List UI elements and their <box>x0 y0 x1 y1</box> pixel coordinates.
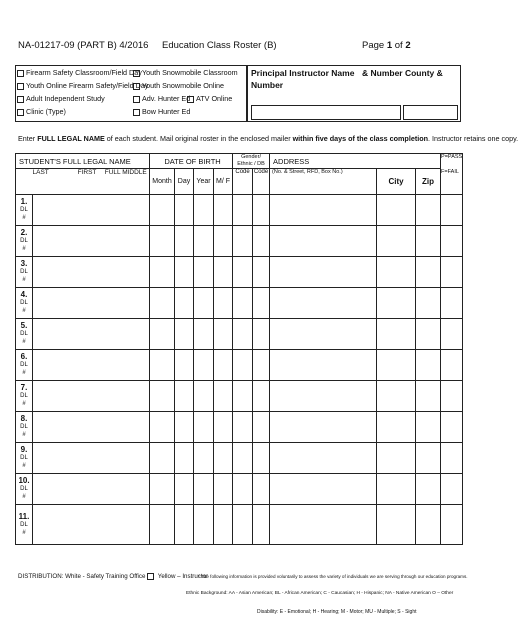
middle-name-cell[interactable] <box>103 257 150 288</box>
street-cell[interactable] <box>270 319 377 350</box>
first-name-cell[interactable] <box>72 381 103 412</box>
gender-cell[interactable] <box>214 412 233 443</box>
db-code-cell[interactable] <box>253 257 270 288</box>
first-name-cell[interactable] <box>72 350 103 381</box>
zip-cell[interactable] <box>416 474 441 505</box>
checkbox-square-icon <box>133 70 140 77</box>
zip-cell[interactable] <box>416 195 441 226</box>
table-row <box>16 257 463 288</box>
last-name-cell[interactable] <box>33 381 72 412</box>
subheader-zip: Zip <box>416 169 441 195</box>
pass-fail-cell[interactable] <box>441 319 463 350</box>
row-label <box>16 288 33 319</box>
dl-label: DL # <box>20 455 28 469</box>
checkbox-square-icon <box>187 96 194 103</box>
checkbox-square-icon <box>133 96 140 103</box>
row-number: 4. <box>20 290 28 299</box>
last-name-cell[interactable] <box>33 288 72 319</box>
header-gender-ethnic: Gender/ Ethnic / DB <box>233 154 270 169</box>
checkbox-square-icon <box>17 96 24 103</box>
ethnic-code-cell[interactable] <box>233 350 253 381</box>
street-cell[interactable] <box>270 381 377 412</box>
distribution-line: DISTRIBUTION: White - Safety Training Office Yellow – Instructor <box>18 573 209 581</box>
city-cell[interactable] <box>377 474 416 505</box>
year-cell[interactable] <box>194 381 214 412</box>
zip-cell[interactable] <box>416 443 441 474</box>
gender-cell[interactable] <box>214 381 233 412</box>
dl-label: DL # <box>20 331 28 345</box>
pass-fail-cell[interactable] <box>441 288 463 319</box>
pass-fail-cell[interactable] <box>441 474 463 505</box>
last-name-cell[interactable] <box>33 412 72 443</box>
subheader-middle: FULL MIDDLE <box>103 169 150 195</box>
first-name-cell[interactable] <box>72 257 103 288</box>
dl-label: DL # <box>20 486 28 500</box>
middle-name-cell[interactable] <box>103 443 150 474</box>
month-cell[interactable] <box>150 319 175 350</box>
street-cell[interactable] <box>270 443 377 474</box>
db-code-cell[interactable] <box>253 474 270 505</box>
subheader-year: Year <box>194 169 214 195</box>
row-number: 5. <box>20 321 28 330</box>
checkbox-square-icon <box>147 573 154 580</box>
table-row <box>16 505 463 545</box>
checkbox-firearm-classroom[interactable]: Firearm Safety Classroom/Field Day <box>17 66 142 79</box>
city-cell[interactable] <box>377 412 416 443</box>
row-number: 7. <box>20 383 28 392</box>
row-number: 8. <box>20 414 28 423</box>
year-cell[interactable] <box>194 195 214 226</box>
ethnic-code-cell[interactable] <box>233 195 253 226</box>
row-number: 6. <box>20 352 28 361</box>
dl-label: DL # <box>20 424 28 438</box>
subheader-day: Day <box>175 169 194 195</box>
last-name-cell[interactable] <box>33 257 72 288</box>
row-label <box>16 195 33 226</box>
zip-cell[interactable] <box>416 412 441 443</box>
db-code-cell[interactable] <box>253 319 270 350</box>
db-code-cell[interactable] <box>253 226 270 257</box>
city-cell[interactable] <box>377 350 416 381</box>
checkbox-square-icon <box>133 83 140 90</box>
day-cell[interactable] <box>175 381 194 412</box>
checkbox-square-icon <box>17 83 24 90</box>
page-indicator <box>362 40 411 51</box>
row-number: 11. <box>18 511 30 521</box>
db-code-cell[interactable] <box>253 195 270 226</box>
fail-label: F=FAIL <box>441 169 459 175</box>
row-number: 10. <box>18 476 30 485</box>
city-cell[interactable] <box>377 195 416 226</box>
middle-name-cell[interactable] <box>103 474 150 505</box>
roster-table <box>15 153 463 545</box>
day-cell[interactable] <box>175 412 194 443</box>
gender-cell[interactable] <box>214 319 233 350</box>
voluntary-note: * The following information is provided voluntarily to assess the variety of individuals we are serving through our education programs. <box>198 574 468 579</box>
table-row <box>16 412 463 443</box>
last-name-cell[interactable] <box>33 350 72 381</box>
gender-cell[interactable] <box>214 350 233 381</box>
instructions: Enter FULL LEGAL NAME of each student. Mail original roster in the enclosed mailer within five days of the class completion. Instructor retains one copy. <box>18 134 518 143</box>
row-label <box>16 319 33 350</box>
instructor-name-label: Principal Instructor Name <box>251 68 355 78</box>
middle-name-cell[interactable] <box>103 505 150 545</box>
gender-cell[interactable] <box>214 474 233 505</box>
day-cell[interactable] <box>175 443 194 474</box>
middle-name-cell[interactable] <box>103 288 150 319</box>
ethnic-code-cell[interactable] <box>233 226 253 257</box>
table-row <box>16 474 463 505</box>
street-cell[interactable] <box>270 350 377 381</box>
month-cell[interactable] <box>150 443 175 474</box>
subheader-first: FIRST <box>72 169 103 195</box>
row-label <box>16 226 33 257</box>
table-row <box>16 226 463 257</box>
city-cell[interactable] <box>377 319 416 350</box>
month-cell[interactable] <box>150 195 175 226</box>
instructor-number-label: & Number County & <box>362 68 443 78</box>
dl-label: DL # <box>20 362 28 376</box>
page-of: of <box>392 40 406 51</box>
ethnic-code-cell[interactable] <box>233 412 253 443</box>
pass-fail-cell[interactable] <box>441 350 463 381</box>
city-cell[interactable] <box>377 257 416 288</box>
year-cell[interactable] <box>194 474 214 505</box>
pass-fail-cell[interactable] <box>441 412 463 443</box>
month-cell[interactable] <box>150 412 175 443</box>
day-cell[interactable] <box>175 350 194 381</box>
db-code-cell[interactable] <box>253 443 270 474</box>
gender-cell[interactable] <box>214 257 233 288</box>
zip-cell[interactable] <box>416 350 441 381</box>
pass-fail-cell[interactable] <box>441 257 463 288</box>
table-row <box>16 319 463 350</box>
month-cell[interactable] <box>150 381 175 412</box>
gender-cell[interactable] <box>214 443 233 474</box>
first-name-cell[interactable] <box>72 412 103 443</box>
roster-body <box>16 195 463 545</box>
header-student-name: STUDENT'S FULL LEGAL NAME <box>16 154 150 169</box>
pass-fail-cell[interactable] <box>441 381 463 412</box>
year-cell[interactable] <box>194 226 214 257</box>
ethnic-code-cell[interactable] <box>233 443 253 474</box>
year-cell[interactable] <box>194 505 214 545</box>
row-label <box>16 412 33 443</box>
dl-label: DL # <box>20 269 28 283</box>
table-row <box>16 381 463 412</box>
last-name-cell[interactable] <box>33 443 72 474</box>
middle-name-cell[interactable] <box>103 381 150 412</box>
pass-label: P=PASS <box>441 154 463 160</box>
middle-name-cell[interactable] <box>103 350 150 381</box>
row-label <box>16 474 33 505</box>
db-code-cell[interactable] <box>253 350 270 381</box>
row-label <box>16 350 33 381</box>
instructor-county-field[interactable] <box>403 105 458 120</box>
db-code-cell[interactable] <box>253 505 270 545</box>
gender-cell[interactable] <box>214 505 233 545</box>
checkbox-square-icon <box>17 109 24 116</box>
first-name-cell[interactable] <box>72 319 103 350</box>
table-row <box>16 443 463 474</box>
middle-name-cell[interactable] <box>103 195 150 226</box>
ethnic-code-cell[interactable] <box>233 474 253 505</box>
street-cell[interactable] <box>270 257 377 288</box>
dl-label: DL # <box>20 207 28 221</box>
row-number: 2. <box>20 228 28 237</box>
row-label <box>16 381 33 412</box>
checkbox-youth-online-firearm[interactable]: Youth Online Firearm Safety/Field Day <box>17 79 148 92</box>
middle-name-cell[interactable] <box>103 412 150 443</box>
subheader-last: LAST <box>33 169 72 195</box>
first-name-cell[interactable] <box>72 474 103 505</box>
zip-cell[interactable] <box>416 319 441 350</box>
table-row <box>16 288 463 319</box>
month-cell[interactable] <box>150 226 175 257</box>
middle-name-cell[interactable] <box>103 226 150 257</box>
day-cell[interactable] <box>175 288 194 319</box>
first-name-cell[interactable] <box>72 288 103 319</box>
form-title: Education Class Roster (B) <box>162 40 277 51</box>
zip-cell[interactable] <box>416 381 441 412</box>
year-cell[interactable] <box>194 257 214 288</box>
first-name-cell[interactable] <box>72 505 103 545</box>
row-label <box>16 257 33 288</box>
gender-cell[interactable] <box>214 226 233 257</box>
ethnic-code-cell[interactable] <box>233 505 253 545</box>
checkbox-bow-hunter-ed[interactable]: Bow Hunter Ed <box>133 105 190 118</box>
middle-name-cell[interactable] <box>103 319 150 350</box>
subheader-street: (No. & Street, RFD, Box No.) <box>270 169 377 195</box>
street-cell[interactable] <box>270 412 377 443</box>
page-total: 2 <box>405 40 411 51</box>
db-code-cell[interactable] <box>253 412 270 443</box>
instructor-name-field[interactable] <box>251 105 401 120</box>
zip-cell[interactable] <box>416 257 441 288</box>
month-cell[interactable] <box>150 474 175 505</box>
disability-legend: Disability: E - Emotional; H - Hearing; M - Motor; MU - Multiple; S - Sight <box>257 609 417 615</box>
month-cell[interactable] <box>150 350 175 381</box>
pass-fail-cell[interactable] <box>441 505 463 545</box>
last-name-cell[interactable] <box>33 226 72 257</box>
row-label <box>16 443 33 474</box>
db-code-cell[interactable] <box>253 381 270 412</box>
month-cell[interactable] <box>150 288 175 319</box>
month-cell[interactable] <box>150 505 175 545</box>
page-prefix: Page <box>362 40 387 51</box>
city-cell[interactable] <box>377 226 416 257</box>
ethnic-code-cell[interactable] <box>233 257 253 288</box>
first-name-cell[interactable] <box>72 226 103 257</box>
dl-label: DL # <box>20 238 28 252</box>
checkbox-adult-independent[interactable]: Adult Independent Study <box>17 92 105 105</box>
dl-label: DL # <box>20 300 28 314</box>
instructor-number-label-2: Number <box>251 80 284 90</box>
street-cell[interactable] <box>270 195 377 226</box>
city-cell[interactable] <box>377 443 416 474</box>
zip-cell[interactable] <box>416 505 441 545</box>
first-name-cell[interactable] <box>72 195 103 226</box>
ethnic-code-cell[interactable] <box>233 319 253 350</box>
city-cell[interactable] <box>377 288 416 319</box>
year-cell[interactable] <box>194 412 214 443</box>
checkbox-square-icon <box>17 70 24 77</box>
checkbox-youth-snowmobile-online[interactable]: Youth Snowmobile Online <box>133 79 224 92</box>
form-id: NA-01217-09 (PART B) 4/2016 <box>18 40 149 51</box>
last-name-cell[interactable] <box>33 474 72 505</box>
subheader-code-db: Code <box>253 169 270 195</box>
day-cell[interactable] <box>175 474 194 505</box>
header-address: ADDRESS <box>270 154 441 169</box>
header-pass-fail <box>441 154 463 195</box>
first-name-cell[interactable] <box>72 443 103 474</box>
year-cell[interactable] <box>194 443 214 474</box>
year-cell[interactable] <box>194 288 214 319</box>
street-cell[interactable] <box>270 474 377 505</box>
zip-cell[interactable] <box>416 288 441 319</box>
subheader-code-ethnic: Code <box>233 169 253 195</box>
day-cell[interactable] <box>175 257 194 288</box>
table-row <box>16 350 463 381</box>
pass-fail-cell[interactable] <box>441 226 463 257</box>
table-row <box>16 195 463 226</box>
street-cell[interactable] <box>270 226 377 257</box>
last-name-cell[interactable] <box>33 319 72 350</box>
row-number: 1. <box>20 197 28 206</box>
checkbox-youth-snowmobile-classroom[interactable]: Youth Snowmobile Classroom <box>133 66 238 79</box>
row-number: 9. <box>20 445 28 454</box>
row-label <box>16 505 33 545</box>
year-cell[interactable] <box>194 350 214 381</box>
street-cell[interactable] <box>270 288 377 319</box>
subheader-month: Month <box>150 169 175 195</box>
checkbox-atv-online[interactable]: ATV Online <box>187 92 232 105</box>
checkbox-square-icon <box>133 109 140 116</box>
day-cell[interactable] <box>175 195 194 226</box>
last-name-cell[interactable] <box>33 195 72 226</box>
gender-cell[interactable] <box>214 195 233 226</box>
checkbox-clinic[interactable]: Clinic (Type) <box>17 105 66 118</box>
pass-fail-cell[interactable] <box>441 443 463 474</box>
gender-cell[interactable] <box>214 288 233 319</box>
year-cell[interactable] <box>194 319 214 350</box>
subheader-city: City <box>377 169 416 195</box>
ethnic-code-cell[interactable] <box>233 381 253 412</box>
city-cell[interactable] <box>377 505 416 545</box>
checkbox-adv-hunter-ed[interactable]: Adv. Hunter Ed <box>133 92 190 105</box>
pass-fail-cell[interactable] <box>441 195 463 226</box>
day-cell[interactable] <box>175 226 194 257</box>
page-current: 1 <box>386 40 393 51</box>
ethnic-code-cell[interactable] <box>233 288 253 319</box>
street-cell[interactable] <box>270 505 377 545</box>
row-number: 3. <box>20 259 28 268</box>
ethnic-legend: Ethnic Background: AA - Asian American; BL - African American; C - Caucasian; H - Hispanic; NA - Native American O – Other <box>186 591 454 596</box>
last-name-cell[interactable] <box>33 505 72 545</box>
day-cell[interactable] <box>175 319 194 350</box>
dl-label: DL # <box>20 393 28 407</box>
city-cell[interactable] <box>377 381 416 412</box>
zip-cell[interactable] <box>416 226 441 257</box>
month-cell[interactable] <box>150 257 175 288</box>
subheader-mf: M/ F <box>214 169 233 195</box>
header-date-of-birth: DATE OF BIRTH <box>150 154 233 169</box>
db-code-cell[interactable] <box>253 288 270 319</box>
dl-label: DL # <box>20 521 28 536</box>
day-cell[interactable] <box>175 505 194 545</box>
